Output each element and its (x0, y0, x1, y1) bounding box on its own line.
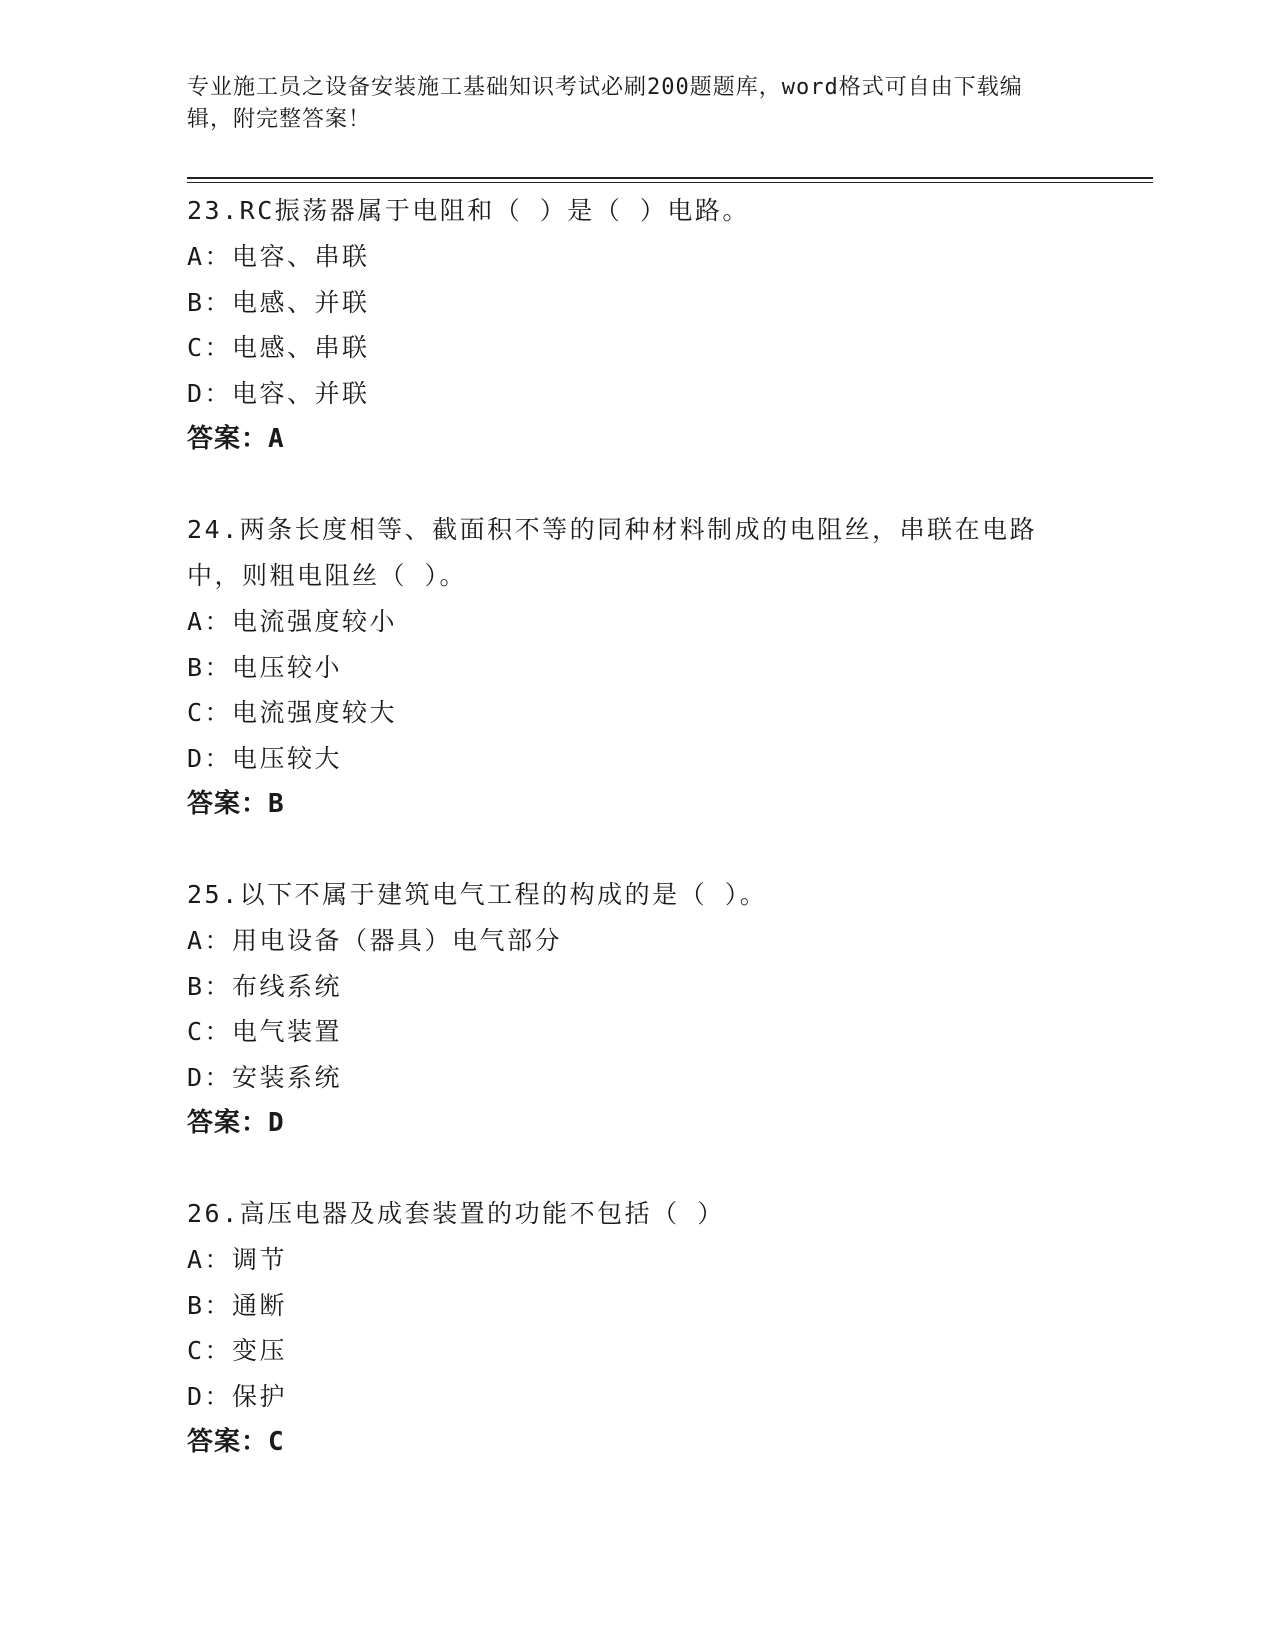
question-spacer (187, 462, 1087, 507)
question-stem: 24.两条长度相等、截面积不等的同种材料制成的电阻丝，串联在电路中，则粗电阻丝（ ）。 (187, 515, 1038, 590)
question-26 (187, 1191, 1087, 1465)
option-a: A：电容、串联 (187, 242, 370, 271)
answer-label: 答案：D (187, 1108, 285, 1138)
question-list (187, 188, 1087, 1465)
question-stem: 23.RC振荡器属于电阻和（ ）是（ ）电路。 (187, 196, 750, 225)
header-divider-thin (187, 182, 1153, 183)
option-b: B：电压较小 (187, 652, 343, 682)
option-b: B：通断 (187, 1290, 288, 1320)
option-a: A：电流强度较小 (187, 607, 398, 636)
question-spacer (187, 827, 1087, 872)
document-header: 专业施工员之设备安装施工基础知识考试必刷200题题库，word格式可自由下载编辑，附完整答案！ (187, 75, 1023, 132)
answer-label: 答案：A (187, 424, 285, 454)
option-d: D：电压较大 (187, 743, 343, 773)
question-23 (187, 188, 1087, 462)
question-25 (187, 872, 1087, 1146)
question-stem: 25.以下不属于建筑电气工程的构成的是（ ）。 (187, 880, 768, 909)
option-b: B：布线系统 (187, 971, 343, 1001)
question-24 (187, 507, 1087, 827)
option-d: D：保护 (187, 1381, 288, 1411)
option-d: D：电容、并联 (187, 378, 370, 408)
option-b: B：电感、并联 (187, 287, 370, 317)
option-c: C：电感、串联 (187, 333, 370, 362)
option-d: D：安装系统 (187, 1062, 343, 1092)
answer-label: 答案：C (187, 1427, 285, 1457)
question-spacer (187, 1146, 1087, 1191)
option-a: A：用电设备（器具）电气部分 (187, 926, 563, 955)
option-c: C：变压 (187, 1336, 288, 1365)
header-divider-thick (187, 177, 1153, 179)
option-c: C：电气装置 (187, 1017, 343, 1046)
answer-label: 答案：B (187, 789, 285, 819)
option-c: C：电流强度较大 (187, 698, 398, 727)
option-a: A：调节 (187, 1245, 288, 1274)
question-stem: 26.高压电器及成套装置的功能不包括（ ） (187, 1199, 725, 1228)
